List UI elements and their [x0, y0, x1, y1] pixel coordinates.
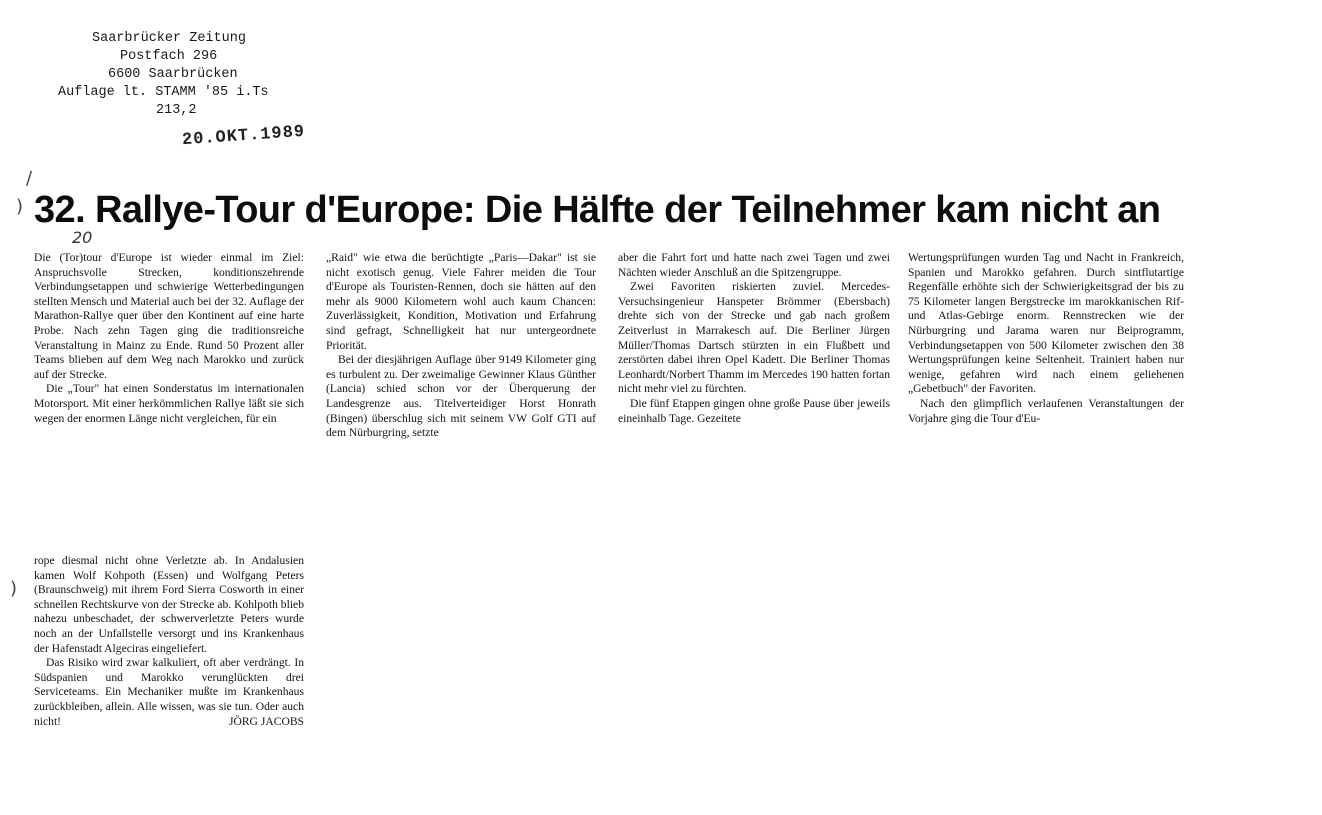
article-author: JÖRG JACOBS — [228, 715, 304, 729]
column-paragraph: Bei der diesjährigen Auflage über 9149 Kilometer ging es turbulent zu. Der zweimalige Gewinner Klaus Günther (Lancia) schied schon vor der Überquerung der Landesgrenze aus. Titelverteidiger Horst Honrath (Bingen) überschlug sich mit seinem VW Golf GTI auf dem Nürburgring, setzte — [326, 353, 596, 440]
stamp-code: 213,2 — [156, 103, 197, 118]
column-paragraph: Die (Tor)tour d'Europe ist wieder einmal im Ziel: Anspruchsvolle Strecken, konditionszehrende Verbindungsetappen und schwierige Wetterbedingungen stellten Mensch und Material auch bei der 32. Auflage der Marathon-Rallye quer über den Kontinent auf eine harte Probe. Nach zehn Tagen ging die traditionsreiche Veranstaltung in Mainz zu Ende. Rund 50 Prozent aller Teams blieben auf dem Weg nach Marokko und zurück auf der Strecke. — [34, 251, 304, 381]
article-column-2 — [326, 251, 596, 441]
margin-bracket-mark-lower: ) — [10, 578, 18, 599]
column-paragraph: Zwei Favoriten riskierten zuviel. Mercedes-Versuchsingenieur Hanspeter Brömmer (Ebersbach) drehte sich von der Strecke und gab nach großem Zeitverlust in Marrakesch auf. Die Berliner Jürgen Müller/Thomas Dartsch stürzten in ein Flußbett und zerstörten dabei ihren Opel Kadett. Die Berliner Thomas Leonhardt/Norbert Thamm im Mercedes 190 hatten fortan nicht mehr viel zu fürchten. — [618, 280, 890, 396]
handwritten-number: 20 — [72, 228, 93, 247]
pen-tick-mark: / — [26, 168, 33, 189]
column-paragraph: „Raid" wie etwa die berüchtigte „Paris—Dakar" ist sie nicht exotisch genug. Viele Fahrer meiden die Tour d'Europe als Touristen-Rennen, doch sie hätten auf den mehr als 9000 Kilometern wohl auch kaum Chancen: Zuverlässigkeit, Kondition, Motivation und Erfahrung sind gefragt, Schnelligkeit hat nur untergeordnete Priorität. — [326, 251, 596, 352]
stamp-circulation: Auflage lt. STAMM '85 i.Ts — [58, 85, 269, 100]
date-stamp: 20.OKT.1989 — [181, 122, 306, 151]
column-paragraph: rope diesmal nicht ohne Verletzte ab. In Andalusien kamen Wolf Kohpoth (Essen) und Wolfgang Peters (Braunschweig) mit ihrem Ford Sierra Cosworth in einer schnellen Rechtskurve von der Strecke ab. Kohlpoth blieb nahezu unbeschadet, der schwerverletzte Peters wurde noch an der Unfallstelle versorgt und ins Krankenhaus der Hafenstadt Algeciras eingeliefert. — [34, 554, 304, 655]
article-headline: 32. Rallye-Tour d'Europe: Die Hälfte der Teilnehmer kam nicht an — [34, 189, 1161, 231]
margin-bracket-mark: ) — [16, 196, 24, 217]
column-paragraph: Nach den glimpflich verlaufenen Veranstaltungen der Vorjahre ging die Tour d'Eu- — [908, 396, 1184, 425]
stamp-postbox: Postfach 296 — [120, 49, 218, 64]
article-column-3 — [618, 251, 890, 426]
article-column-5 — [34, 554, 304, 730]
stamp-city: 6600 Saarbrücken — [108, 67, 238, 82]
stamp-publication: Saarbrücker Zeitung — [92, 31, 246, 46]
column-paragraph: Wertungsprüfungen wurden Tag und Nacht in Frankreich, Spanien und Marokko gefahren. Durch sintflutartige Regenfälle erhöhte sich der Schwierigkeitsgrad der bis zu 75 Kilometer langen Bergstrecke im marokkanischen Rif- und Atlas-Gebirge enorm. Rennstrecken wie der Nürburgring und Jarama waren nur Beiprogramm, Verbindungsetappen von 500 Kilometer zwischen den 38 Wertungsprüfungen keine Seltenheit. Trainiert haben nur wenige, gefahren wird nach einem geliehenen „Gebetbuch" der Favoriten. — [908, 251, 1184, 396]
column-paragraph: Das Risiko wird zwar kalkuliert, oft aber verdrängt. In Südspanien und Marokko verunglückten drei Serviceteams. Ein Mechaniker mußte im Krankenhaus zurückbleiben, allein. Alle wissen, was sie tun. Oder auch nicht! — [34, 656, 304, 728]
column-paragraph: aber die Fahrt fort und hatte nach zwei Tagen und zwei Nächten wieder Anschluß an die Spitzengruppe. — [618, 251, 890, 279]
column-paragraph: Die fünf Etappen gingen ohne große Pause über jeweils eineinhalb Tage. Gezeitete — [618, 396, 890, 425]
article-column-1 — [34, 251, 304, 426]
article-column-4 — [908, 251, 1184, 426]
column-paragraph: Die „Tour" hat einen Sonderstatus im internationalen Motorsport. Mit einer herkömmlichen Rallye läßt sie sich wegen der enormen Länge nicht vergleichen, für ein — [34, 382, 304, 425]
archive-stamp — [58, 30, 348, 120]
